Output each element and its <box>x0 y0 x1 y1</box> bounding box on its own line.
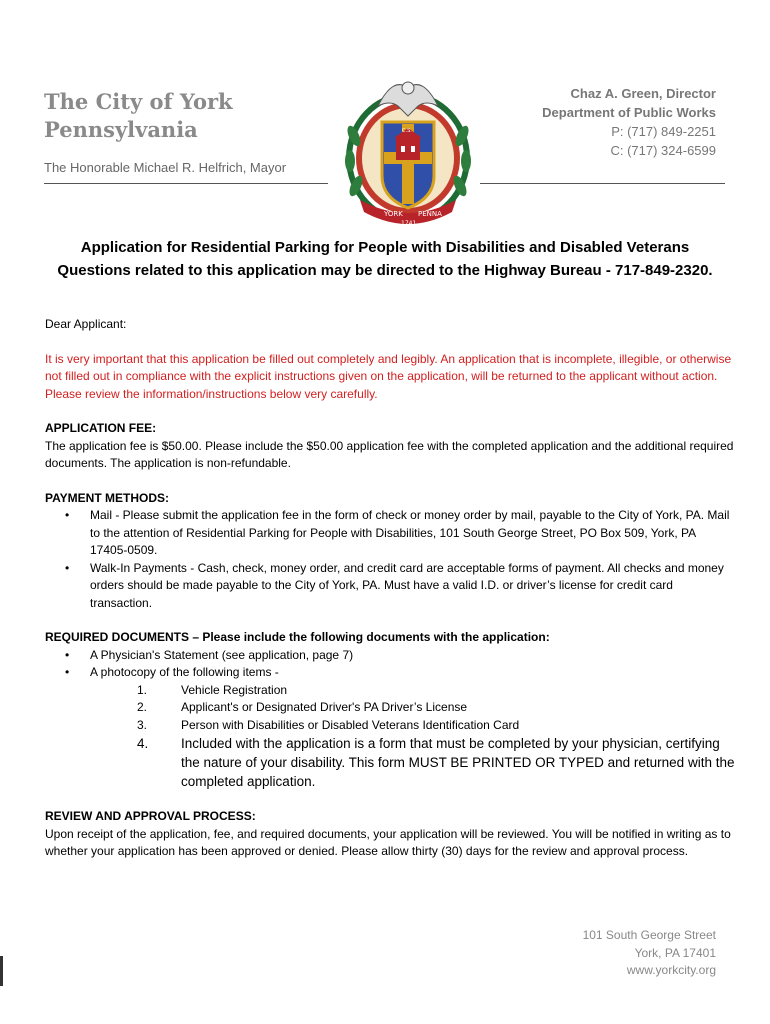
seal-text-cs: C.S. <box>402 128 412 134</box>
list-item <box>45 647 735 665</box>
mayor-line: The Honorable Michael R. Helfrich, Mayor <box>44 160 287 175</box>
department-name: Department of Public Works <box>542 105 716 120</box>
footer-website[interactable]: www.yorkcity.org <box>626 963 716 977</box>
footer-address <box>583 927 716 980</box>
document-title: Application for Residential Parking for People with Disabilities and Disabled Veterans <box>80 239 690 256</box>
item-text: Person with Disabilities or Disabled Veterans Identification Card <box>181 717 520 732</box>
docs-list <box>45 647 735 682</box>
document-subtitle: Questions related to this application may be directed to the Highway Bureau - 717-849-2320. <box>57 262 713 279</box>
director-name: Chaz A. Green, Director <box>570 86 716 101</box>
docs-heading: REQUIRED DOCUMENTS – Please include the following documents with the application: <box>45 630 550 644</box>
document-body <box>45 316 735 861</box>
item-text: Vehicle Registration <box>181 682 288 697</box>
payment-item-mail: Mail - Please submit the application fee in the form of check or money order by mail, payable to the City of York, PA. Mail to the attention of Residential Parking for People with Disabilities, 101 South George Street, PO Box 509, York, PA 17405-0509. <box>90 508 730 557</box>
list-item <box>45 699 735 717</box>
page-edge-mark <box>0 956 3 986</box>
item-number: 4. <box>137 736 149 751</box>
city-seal-logo <box>338 66 478 230</box>
list-item <box>45 682 735 700</box>
phone-number: P: (717) 849-2251 <box>611 124 716 139</box>
item-text: Applicant's or Designated Driver's PA Driver’s License <box>181 700 468 714</box>
bullet-icon: • <box>65 560 70 575</box>
list-item <box>45 560 735 613</box>
letterhead-rule-left <box>44 183 328 184</box>
fee-text: The application fee is $50.00. Please include the $50.00 application fee with the completed application and the additional required documents. The application is non-refundable. <box>45 438 734 470</box>
item-number: 2. <box>137 700 148 714</box>
review-heading: REVIEW AND APPROVAL PROCESS: <box>45 809 256 823</box>
item-number: 3. <box>137 717 148 732</box>
list-item <box>45 734 735 791</box>
docs-item-photocopy: A photocopy of the following items - <box>90 665 279 679</box>
review-text: Upon receipt of the application, fee, and required documents, your application will be reviewed. You will be notified in writing as to whether your application has been approved or denied. Please allow thirty (30) days for the review and approval process. <box>45 826 731 858</box>
footer-city: York, PA 17401 <box>634 945 716 960</box>
list-item <box>45 507 735 560</box>
item-number: 1. <box>137 682 148 697</box>
list-item <box>45 664 735 682</box>
city-title-line1: The City of York <box>44 89 233 114</box>
bullet-icon: • <box>65 665 70 679</box>
footer-street: 101 South George Street <box>582 928 716 942</box>
docs-item-physician: A Physician's Statement (see application, page 7) <box>90 647 354 662</box>
greeting: Dear Applicant: <box>45 317 127 331</box>
docs-numbered-list <box>45 682 735 792</box>
item-text: Included with the application is a form that must be completed by your physician, certifying the nature of your disability. This form MUST BE PRINTED OR TYPED and returned with the completed application. <box>181 736 735 789</box>
bullet-icon: • <box>65 647 70 662</box>
cell-number: C: (717) 324-6599 <box>610 143 716 158</box>
payment-item-walkin: Walk-In Payments - Cash, check, money order, and credit card are acceptable forms of payment. All checks and money orders should be made payable to the City of York, PA. Must have a valid I.D. or driver’s license for credit card transaction. <box>90 560 724 610</box>
seal-text-york: YORK <box>384 210 403 218</box>
letterhead-rule-right <box>480 183 725 184</box>
city-title-line2: Pennsylvania <box>44 117 198 142</box>
list-item <box>45 717 735 735</box>
seal-text-year: 1741 <box>401 220 417 227</box>
fee-heading: APPLICATION FEE: <box>45 421 157 435</box>
seal-text-penna: PENNA <box>418 210 442 218</box>
payment-heading: PAYMENT METHODS: <box>45 490 170 505</box>
warning-paragraph: It is very important that this application be filled out completely and legibly. An application that is incomplete, illegible, or otherwise not filled out in compliance with the explicit instructions given on the application, will be returned to the applicant without action. Please review the information/instructions below very carefully. <box>45 351 732 401</box>
payment-list <box>45 507 735 612</box>
city-title <box>44 88 233 144</box>
document-heading <box>0 236 770 282</box>
director-block <box>542 84 716 160</box>
bullet-icon: • <box>65 508 70 522</box>
